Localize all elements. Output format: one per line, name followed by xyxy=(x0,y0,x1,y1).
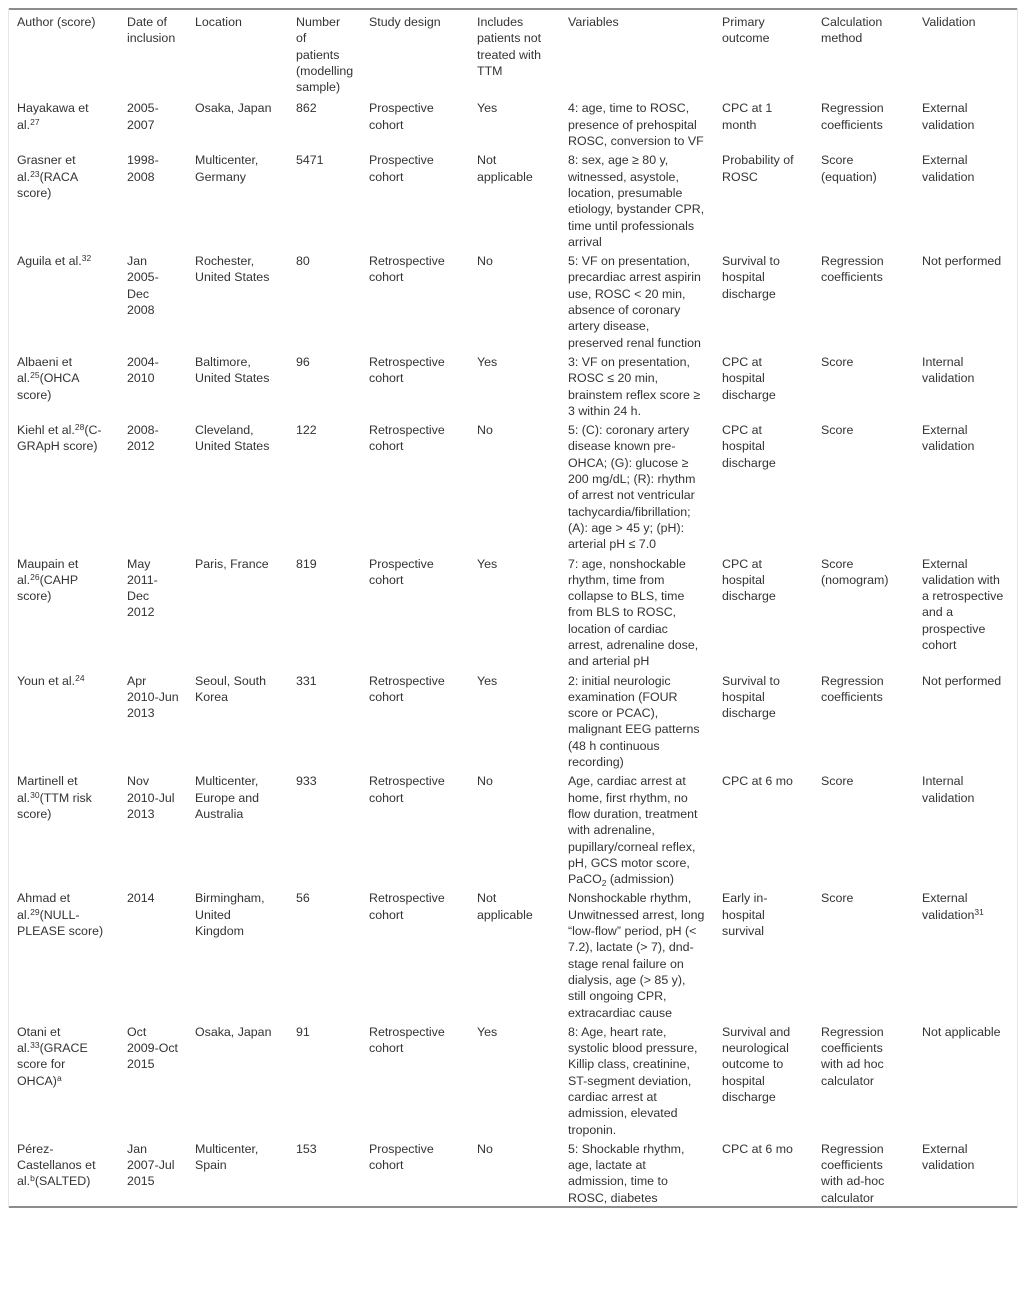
author-reference: 27 xyxy=(30,116,40,127)
cell-validation xyxy=(914,1138,1017,1207)
cell-includes-non-ttm: No xyxy=(477,254,493,269)
author-reference: 28 xyxy=(74,422,85,433)
validation-reference: 31 xyxy=(974,906,984,917)
cell-patients: 933 xyxy=(296,774,317,789)
cell-outcome: Probability of ROSC xyxy=(722,153,794,184)
validation-text: Internal validation xyxy=(922,354,975,386)
cell-variables xyxy=(560,1021,714,1138)
table-row xyxy=(9,553,1017,670)
variables-text: 3: VF on presentation, ROSC ≤ 20 min, brainstem reflex score ≥ 3 within 24 h. xyxy=(568,354,701,418)
header-design: Study design xyxy=(369,15,441,29)
score-name: (NULL-PLEASE score) xyxy=(17,907,104,939)
cell-includes-non-ttm: No xyxy=(477,423,493,438)
header-author: Author (score) xyxy=(17,15,96,29)
author-name: Martinell et al. xyxy=(17,774,78,805)
score-name: (GRACE score for OHCA) xyxy=(17,1041,88,1088)
cell-location: Paris, France xyxy=(195,556,269,571)
validation-text: External validation xyxy=(922,423,975,454)
cell-patients: 331 xyxy=(296,673,317,688)
cell-patients: 153 xyxy=(296,1141,317,1156)
cell-author xyxy=(9,149,119,250)
cell-variables xyxy=(560,887,714,1020)
variables-text: 5: (C): coronary artery disease known pre-OHCA; (G): glucose ≥ 200 mg/dL; (R): rhythm of arrest not ventricular tachycardia/fibrillation; (A): age > 45 y; (pH): arterial pH ≤ 7.0 xyxy=(568,423,696,552)
prognostic-scores-table xyxy=(9,8,1017,1208)
cell-variables xyxy=(560,553,714,670)
score-name: (SALTED) xyxy=(34,1174,91,1189)
table-row xyxy=(9,97,1017,149)
author-reference: 26 xyxy=(30,571,40,582)
cell-design: Retrospective cohort xyxy=(369,1024,445,1056)
cell-outcome: CPC at 1 month xyxy=(722,101,773,132)
variables-text: 2: initial neurologic examination (FOUR score or PCAC), malignant EEG patterns (48 h continuous recording) xyxy=(568,673,700,770)
author-name: Aguila et al. xyxy=(17,254,82,269)
cell-method: Score (equation) xyxy=(821,153,877,184)
header-validation: Validation xyxy=(922,15,976,29)
cell-validation xyxy=(914,553,1017,670)
header-outcome: Primary outcome xyxy=(722,15,770,46)
cell-author xyxy=(9,97,119,149)
cell-design: Retrospective cohort xyxy=(369,354,445,386)
cell-method: Regression coefficients with ad-hoc calculator xyxy=(821,1141,885,1205)
author-reference: 25 xyxy=(30,370,40,381)
cell-includes-non-ttm: Not applicable xyxy=(477,153,533,184)
cell-method: Score xyxy=(821,423,854,438)
header-patients: Number of patients (modelling sample) xyxy=(296,15,354,95)
cell-includes-non-ttm: Yes xyxy=(477,101,498,116)
cell-method: Regression coefficients with ad hoc calculator xyxy=(821,1024,884,1088)
table-row xyxy=(9,770,1017,887)
cell-patients: 5471 xyxy=(296,153,324,168)
table-row xyxy=(9,1021,1017,1138)
cell-variables xyxy=(560,419,714,552)
score-name: (TTM risk score) xyxy=(17,790,92,821)
author-name: Maupain et al. xyxy=(17,556,79,587)
cell-includes-non-ttm: Yes xyxy=(477,556,498,571)
cell-patients: 56 xyxy=(296,891,310,906)
cell-design: Prospective cohort xyxy=(369,101,434,132)
cell-patients: 91 xyxy=(296,1024,310,1039)
variables-text: 4: age, time to ROSC, presence of prehospital ROSC, conversion to VF xyxy=(568,101,704,149)
cell-location: Osaka, Japan xyxy=(195,101,272,116)
author-reference: 33 xyxy=(30,1040,40,1051)
cell-outcome: CPC at hospital discharge xyxy=(722,423,776,470)
cell-variables xyxy=(560,97,714,149)
cell-location: Cleveland, United States xyxy=(195,423,270,454)
cell-outcome: Survival and neurological outcome to hospital discharge xyxy=(722,1024,791,1104)
cell-validation xyxy=(914,149,1017,250)
cell-variables xyxy=(560,149,714,250)
cell-validation xyxy=(914,770,1017,887)
cell-outcome: CPC at hospital discharge xyxy=(722,354,776,402)
cell-method: Score xyxy=(821,354,854,369)
cell-author xyxy=(9,553,119,670)
table-container xyxy=(8,8,1018,1208)
author-name: Youn et al. xyxy=(17,673,76,688)
cell-method: Score xyxy=(821,891,854,906)
cell-design: Retrospective cohort xyxy=(369,891,445,922)
cell-includes-non-ttm: Yes xyxy=(477,673,498,688)
author-reference: 23 xyxy=(30,168,40,179)
cell-includes-non-ttm: Yes xyxy=(477,1024,498,1039)
cell-outcome: Survival to hospital discharge xyxy=(722,673,780,721)
cell-validation xyxy=(914,250,1017,351)
cell-design: Retrospective cohort xyxy=(369,673,445,704)
cell-location: Rochester, United States xyxy=(195,254,270,285)
cell-date: 2014 xyxy=(127,891,155,906)
variables-text: Nonshockable rhythm, Unwitnessed arrest, long “low-flow” period, pH (< 7.2), lactate (> 7), dnd-stage renal failure on dialysis, age (> 85 y), still ongoing CPR, extracardiac cause xyxy=(568,891,705,1020)
table-row xyxy=(9,670,1017,771)
validation-text: Not performed xyxy=(922,254,1002,269)
cell-date: May 2011-Dec 2012 xyxy=(127,556,158,620)
cell-author xyxy=(9,670,119,771)
cell-includes-non-ttm: No xyxy=(477,774,493,789)
cell-includes-non-ttm: No xyxy=(477,1141,493,1156)
cell-validation xyxy=(914,351,1017,419)
cell-includes-non-ttm: Not applicable xyxy=(477,891,533,922)
cell-variables xyxy=(560,1138,714,1207)
cell-author xyxy=(9,887,119,1020)
cell-patients: 819 xyxy=(296,556,317,571)
variables-text: 7: age, nonshockable rhythm, time from collapse to BLS, time from BLS to ROSC, location of cardiac arrest, adrenaline dose, and arterial pH xyxy=(568,556,699,669)
cell-date: Oct 2009-Oct 2015 xyxy=(127,1024,178,1072)
validation-text: External validation xyxy=(922,153,975,184)
table-row xyxy=(9,887,1017,1020)
cell-location: Birmingham, United Kingdom xyxy=(195,891,265,939)
cell-author xyxy=(9,419,119,552)
author-reference: b xyxy=(30,1173,35,1184)
cell-author xyxy=(9,770,119,887)
cell-date: Nov 2010-Jul 2013 xyxy=(127,774,175,821)
cell-outcome: Early in-hospital survival xyxy=(722,891,768,939)
cell-design: Retrospective cohort xyxy=(369,774,445,805)
variables-text: 5: Shockable rhythm, age, lactate at admission, time to ROSC, diabetes xyxy=(568,1141,685,1205)
validation-text: Internal validation xyxy=(922,774,975,805)
cell-location: Multicenter, Spain xyxy=(195,1141,259,1173)
variables-text: 8: Age, heart rate, systolic blood pressure, Killip class, creatinine, ST-segment deviation, cardiac arrest at admission, elevated troponin. xyxy=(568,1024,698,1137)
cell-author xyxy=(9,250,119,351)
author-name: Kiehl et al. xyxy=(17,423,75,438)
cell-location: Seoul, South Korea xyxy=(195,673,266,704)
header-location: Location xyxy=(195,15,242,29)
cell-date: 2005-2007 xyxy=(127,101,159,132)
variables-text: Age, cardiac arrest at home, first rhythm, no flow duration, treatment with adrenaline, pupillary/corneal reflex, pH, GCS motor score, PaCO xyxy=(568,774,698,887)
table-row xyxy=(9,149,1017,250)
score-name: (RACA score) xyxy=(17,169,78,200)
author-reference: 24 xyxy=(75,672,85,683)
header-date: Date of inclusion xyxy=(127,15,176,46)
cell-validation xyxy=(914,1021,1017,1138)
cell-location: Baltimore, United States xyxy=(195,354,270,386)
score-name: (OHCA score) xyxy=(17,371,79,402)
cell-date: Apr 2010-Jun 2013 xyxy=(127,673,179,721)
validation-text: External validation xyxy=(922,101,975,132)
table-row xyxy=(9,1138,1017,1207)
cell-date: Jan 2005-Dec 2008 xyxy=(127,254,159,318)
cell-location: Osaka, Japan xyxy=(195,1024,272,1039)
cell-design: Retrospective cohort xyxy=(369,423,445,454)
cell-date: 2004-2010 xyxy=(127,354,159,386)
author-name: Ahmad et al. xyxy=(17,891,71,922)
cell-method: Regression coefficients xyxy=(821,673,884,704)
cell-validation xyxy=(914,670,1017,771)
cell-author xyxy=(9,1138,119,1207)
cell-patients: 80 xyxy=(296,254,310,269)
author-reference: 32 xyxy=(81,253,92,264)
author-name: Pérez-Castellanos et al. xyxy=(17,1141,96,1189)
cell-date: 2008-2012 xyxy=(127,423,159,454)
footnote-marker: a xyxy=(56,1072,62,1083)
cell-validation xyxy=(914,887,1017,1020)
header-includes-non-ttm: Includes patients not treated with TTM xyxy=(477,15,542,78)
cell-outcome: CPC at hospital discharge xyxy=(722,556,776,604)
cell-outcome: Survival to hospital discharge xyxy=(722,254,780,301)
variables-text: 5: VF on presentation, precardiac arrest aspirin use, ROSC < 20 min, absence of coronary artery disease, preserved renal function xyxy=(568,254,701,350)
header-variables: Variables xyxy=(568,15,619,29)
score-name: (CAHP score) xyxy=(17,572,78,604)
cell-variables xyxy=(560,250,714,351)
cell-method: Score (nomogram) xyxy=(821,556,889,587)
cell-variables xyxy=(560,351,714,419)
cell-design: Prospective cohort xyxy=(369,556,434,587)
score-name: (C-GRApH score) xyxy=(17,423,102,454)
table-row xyxy=(9,250,1017,351)
author-reference: 30 xyxy=(30,789,40,800)
cell-location: Multicenter, Europe and Australia xyxy=(195,774,260,821)
cell-design: Prospective cohort xyxy=(369,1141,434,1173)
author-reference: 29 xyxy=(30,906,40,917)
cell-design: Retrospective cohort xyxy=(369,254,445,285)
table-row xyxy=(9,351,1017,419)
cell-method: Score xyxy=(821,774,854,789)
cell-author xyxy=(9,1021,119,1138)
validation-text: Not performed xyxy=(922,673,1002,688)
cell-outcome: CPC at 6 mo xyxy=(722,774,793,789)
header-row xyxy=(9,9,1017,97)
variables-text: 8: sex, age ≥ 80 y, witnessed, asystole, location, presumable etiology, bystander CPR, time until professionals arrival xyxy=(568,153,705,249)
validation-text: External validation with a retrospective and a prospective cohort xyxy=(922,556,1004,652)
cell-variables xyxy=(560,670,714,771)
author-name: Albaeni et al. xyxy=(17,354,73,386)
cell-validation xyxy=(914,97,1017,149)
table-body xyxy=(9,97,1017,1207)
validation-text: Not applicable xyxy=(922,1024,1001,1039)
cell-location: Multicenter, Germany xyxy=(195,153,259,184)
cell-method: Regression coefficients xyxy=(821,101,884,132)
header-method: Calculation method xyxy=(821,15,883,46)
author-name: Otani et al. xyxy=(17,1024,61,1056)
cell-author xyxy=(9,351,119,419)
cell-validation xyxy=(914,419,1017,552)
author-name: Hayakawa et al. xyxy=(17,101,89,132)
cell-patients: 122 xyxy=(296,423,317,438)
cell-date: Jan 2007-Jul 2015 xyxy=(127,1141,175,1189)
author-name: Grasner et al. xyxy=(17,153,76,184)
cell-includes-non-ttm: Yes xyxy=(477,354,498,369)
cell-patients: 96 xyxy=(296,354,310,369)
subscript: 2 xyxy=(601,878,607,889)
table-row xyxy=(9,419,1017,552)
cell-outcome: CPC at 6 mo xyxy=(722,1141,793,1156)
cell-design: Prospective cohort xyxy=(369,153,434,184)
cell-method: Regression coefficients xyxy=(821,254,884,285)
validation-text: External validation xyxy=(922,1141,975,1173)
variables-tail: (admission) xyxy=(606,872,674,887)
validation-text: External validation xyxy=(922,891,975,922)
cell-patients: 862 xyxy=(296,101,317,116)
cell-date: 1998-2008 xyxy=(127,153,159,184)
cell-variables xyxy=(560,770,714,887)
